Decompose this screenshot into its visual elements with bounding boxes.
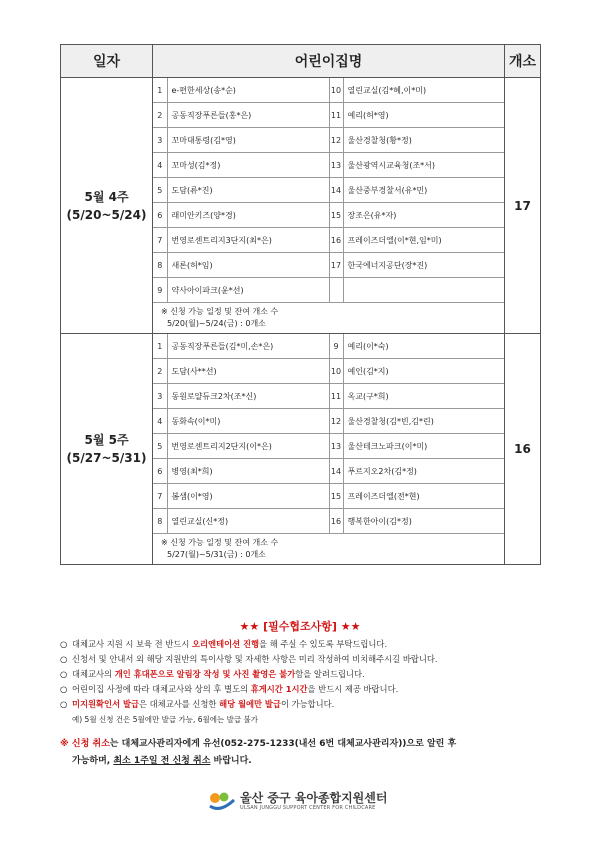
center-row	[153, 434, 505, 459]
center-name: 공동직장푸른들(홍*은)	[167, 103, 329, 128]
center-number: 5	[153, 434, 167, 459]
center-name: 예인(김*지)	[343, 359, 505, 384]
coop-item	[60, 652, 540, 667]
center-list-cell	[153, 334, 505, 565]
coop-text: 이 가능합니다.	[280, 699, 335, 709]
center-number: 12	[329, 409, 343, 434]
center-number: 15	[329, 203, 343, 228]
center-row	[153, 203, 505, 228]
center-name: 열린교실(신*정)	[167, 509, 329, 534]
cancel-notice	[60, 736, 540, 770]
center-row	[153, 409, 505, 434]
center-number: 6	[153, 203, 167, 228]
center-number: 4	[153, 153, 167, 178]
coop-highlight: 미지원확인서 발급	[72, 699, 140, 709]
center-list	[153, 334, 505, 534]
cancel-text: 바랍니다.	[210, 756, 252, 766]
center-name: 약사아이파크(윤*선)	[167, 278, 329, 303]
cancel-line-2	[60, 753, 540, 770]
center-name: 도담(류*진)	[167, 178, 329, 203]
cancel-text: 으로 알린 후	[406, 739, 457, 749]
center-number	[329, 278, 343, 303]
center-row	[153, 359, 505, 384]
notice-detail: 5/27(월)~5/31(금) : 0개소	[167, 550, 266, 559]
center-number: 12	[329, 128, 343, 153]
cancel-line-1	[60, 736, 540, 753]
week-cell	[61, 78, 153, 334]
center-name: 울산경찰청(황*정)	[343, 128, 505, 153]
center-number: 1	[153, 334, 167, 359]
coop-item	[60, 682, 540, 697]
center-list-cell	[153, 78, 505, 334]
center-number: 9	[153, 278, 167, 303]
header-row	[61, 45, 541, 78]
center-name: 프레이즈더엘(이*현,임*미)	[343, 228, 505, 253]
center-row	[153, 334, 505, 359]
circle-bullet-icon: ○	[60, 654, 68, 664]
center-number: 2	[153, 359, 167, 384]
coop-text: 은 대체교사를 신청한	[139, 699, 220, 709]
circle-bullet-icon: ○	[60, 699, 68, 709]
center-number: 2	[153, 103, 167, 128]
center-number: 5	[153, 178, 167, 203]
center-number: 1	[153, 78, 167, 103]
coop-text: 신청서 및 안내서 외 해당 지원반의 특이사항 및 자세한 사항은 미리 작성하여 비치해주시길 바랍니다.	[72, 654, 438, 664]
center-row	[153, 253, 505, 278]
coop-title: ★★ [필수협조사항] ★★	[239, 620, 361, 633]
week-label: 5월 4주	[84, 189, 129, 204]
center-row	[153, 484, 505, 509]
logo-eng: ULSAN JUNGGU SUPPORT CENTER FOR CHILDCARE	[240, 804, 376, 811]
center-number: 3	[153, 384, 167, 409]
center-row	[153, 178, 505, 203]
center-name: 꼬마대통령(김*영)	[167, 128, 329, 153]
center-number: 7	[153, 484, 167, 509]
center-number: 14	[329, 459, 343, 484]
logo-mark-icon	[208, 790, 236, 812]
center-name	[343, 278, 505, 303]
coop-text: 을 해 주실 수 있도록 부탁드립니다.	[259, 639, 388, 649]
center-number: 17	[329, 253, 343, 278]
center-row	[153, 153, 505, 178]
week-range: (5/27~5/31)	[66, 451, 147, 465]
coop-text: 을 반드시 제공 바랍니다.	[307, 684, 399, 694]
center-number: 10	[329, 78, 343, 103]
center-name: 공동직장푸른들(김*미,손*은)	[167, 334, 329, 359]
center-name: 장조은(유*자)	[343, 203, 505, 228]
center-number: 14	[329, 178, 343, 203]
count-cell: 16	[505, 334, 541, 565]
reference-mark: ※	[60, 739, 69, 749]
center-name: 푸르지오2차(김*정)	[343, 459, 505, 484]
cancel-phone: (052-275-1233(내선 6번 대체교사관리자))	[220, 739, 407, 749]
center-row	[153, 278, 505, 303]
center-name: 번영로센트리지2단지(이*은)	[167, 434, 329, 459]
center-name: 행복한아이(김*정)	[343, 509, 505, 534]
coop-text: 함을 알려드립니다.	[295, 669, 365, 679]
notice-detail: 5/20(월)~5/24(금) : 0개소	[167, 319, 266, 328]
center-name: 울산광역시교육청(조*서)	[343, 153, 505, 178]
cancel-text: 는 대체교사관리자에게 유선	[109, 739, 221, 749]
center-number: 15	[329, 484, 343, 509]
center-row	[153, 103, 505, 128]
center-name: 프레이즈더엘(전*현)	[343, 484, 505, 509]
count-cell: 17	[505, 78, 541, 334]
center-name: 울산중부경찰서(유*민)	[343, 178, 505, 203]
cancel-deadline: 최소 1주일 전 신청 취소	[113, 756, 211, 766]
center-row	[153, 384, 505, 409]
center-row	[153, 459, 505, 484]
coop-list	[60, 637, 540, 727]
center-number: 6	[153, 459, 167, 484]
coop-item	[60, 637, 540, 652]
coop-text: 대체교사의	[72, 669, 115, 679]
cancel-keyword: 신청 취소	[68, 739, 110, 749]
center-number: 3	[153, 128, 167, 153]
notice-title: ※ 신청 가능 일정 및 잔여 개소 수	[161, 307, 279, 316]
center-name: e-편한세상(송*순)	[167, 78, 329, 103]
coop-example: 예) 5월 신청 건은 5월에만 발급 가능, 6월에는 발급 불가	[72, 715, 258, 724]
week-range: (5/20~5/24)	[66, 207, 147, 222]
center-number: 16	[329, 228, 343, 253]
center-number: 10	[329, 359, 343, 384]
coop-item	[60, 697, 540, 712]
center-name: 옥교(구*희)	[343, 384, 505, 409]
center-name: 울산테크노파크(이*미)	[343, 434, 505, 459]
week-row	[61, 78, 541, 334]
cancel-text: 가능하며,	[72, 756, 114, 766]
center-row	[153, 509, 505, 534]
center-row	[153, 128, 505, 153]
center-name: 래미안키즈(양*경)	[167, 203, 329, 228]
center-row	[153, 228, 505, 253]
center-number: 11	[329, 103, 343, 128]
center-name: 새론(허*임)	[167, 253, 329, 278]
week-cell	[61, 334, 153, 565]
header-center: 어린이집명	[153, 45, 505, 78]
coop-text: 어린이집 사정에 따라 대체교사와 상의 후 별도의	[72, 684, 251, 694]
logo-name: 울산 중구 육아종합지원센터	[240, 790, 388, 805]
week-label: 5월 5주	[84, 433, 129, 447]
notice	[153, 534, 504, 564]
center-number: 4	[153, 409, 167, 434]
center-number: 9	[329, 334, 343, 359]
notice-title: ※ 신청 가능 일정 및 잔여 개소 수	[161, 538, 279, 547]
center-name: 예리(허*영)	[343, 103, 505, 128]
notice	[153, 303, 504, 333]
coop-text: 대체교사 지원 시 보육 전 반드시	[72, 639, 193, 649]
center-name: 동화속(이*미)	[167, 409, 329, 434]
center-list	[153, 78, 505, 303]
center-name: 열린교실(김*혜,이*미)	[343, 78, 505, 103]
center-name: 번영로센트리지3단지(최*은)	[167, 228, 329, 253]
center-number: 7	[153, 228, 167, 253]
center-name: 예리(이*숙)	[343, 334, 505, 359]
coop-highlight: 해당 월에만 발급	[219, 699, 281, 709]
center-number: 8	[153, 509, 167, 534]
header-count: 개소	[505, 45, 541, 78]
circle-bullet-icon: ○	[60, 669, 68, 679]
week-row	[61, 334, 541, 565]
center-name: 울산경찰청(김*빈,김*린)	[343, 409, 505, 434]
center-number: 16	[329, 509, 343, 534]
center-name: 도담(사**선)	[167, 359, 329, 384]
coop-highlight: 개인 휴대폰으로 알림장 작성 및 사진 촬영은 불가	[114, 669, 296, 679]
center-name: 한국에너지공단(장*진)	[343, 253, 505, 278]
circle-bullet-icon: ○	[60, 684, 68, 694]
coop-highlight: 휴게시간 1시간	[250, 684, 308, 694]
circle-bullet-icon: ○	[60, 639, 68, 649]
header-date: 일자	[61, 45, 153, 78]
center-name: 병영(최*희)	[167, 459, 329, 484]
center-row	[153, 78, 505, 103]
coop-item	[60, 667, 540, 682]
coop-highlight: 오리엔테이션 진행	[192, 639, 260, 649]
center-number: 8	[153, 253, 167, 278]
center-name: 동원로얄듀크2차(조*신)	[167, 384, 329, 409]
center-number: 13	[329, 153, 343, 178]
schedule-table	[60, 44, 541, 565]
center-name: 꼬마성(김*정)	[167, 153, 329, 178]
center-logo	[208, 788, 387, 814]
center-number: 13	[329, 434, 343, 459]
center-name: 봄샘(이*영)	[167, 484, 329, 509]
center-number: 11	[329, 384, 343, 409]
